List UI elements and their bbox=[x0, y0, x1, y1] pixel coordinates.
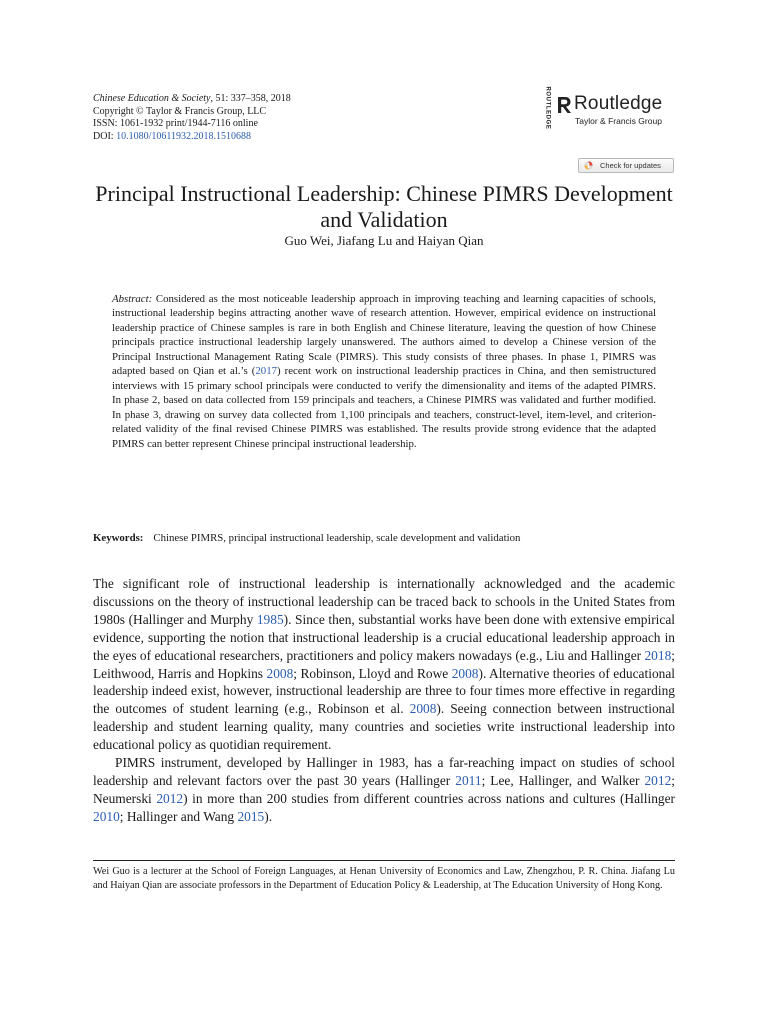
journal-meta bbox=[93, 93, 513, 143]
keywords bbox=[93, 531, 675, 545]
body-paragraph: The significant role of instructional leadership is internationally acknowledged and the academic discussions on the theory of instructional leadership can be traced back to schools in the United States from 1980s (Hallinger and Murphy 1985). Since then, substantial works have been done with extensive empirical evidence, supporting the notion that instructional leadership is a crucial educational leadership approach in the eyes of educational researchers, practitioners and policy makers nowadays (e.g., Liu and Hallinger 2018; Leithwood, Harris and Hopkins 2008; Robinson, Lloyd and Rowe 2008). Alternative theories of educational leadership indeed exist, however, instructional leadership are three to four times more effective in regarding the outcomes of student learning (e.g., Robinson et al. 2008). Seeing connection between instructional leadership and student learning quality, many countries and societies write instructional leadership into educational policy as quotidian requirement. bbox=[93, 576, 675, 753]
abstract bbox=[112, 292, 656, 451]
abstract-label: Abstract: bbox=[112, 293, 153, 305]
article-authors: Guo Wei, Jiafang Lu and Haiyan Qian bbox=[284, 233, 484, 248]
check-for-updates-label: Check for updates bbox=[600, 161, 661, 170]
journal-volume: , 51: 337–358, 2018 bbox=[210, 93, 291, 104]
citation-link[interactable]: 2018 bbox=[644, 647, 672, 663]
citation-link[interactable]: 2011 bbox=[455, 772, 482, 788]
publisher-name: Routledge bbox=[574, 93, 663, 114]
journal-citation bbox=[93, 93, 513, 106]
copyright-line: Copyright © Taylor & Francis Group, LLC bbox=[93, 105, 267, 117]
keywords-text: Chinese PIMRS, principal instructional leadership, scale development and validation bbox=[153, 532, 521, 544]
citation-link[interactable]: 1985 bbox=[256, 611, 284, 627]
article-body bbox=[93, 575, 675, 826]
issn-line: ISSN: 1061-1932 print/1944-7116 online bbox=[93, 118, 258, 130]
check-for-updates-button[interactable] bbox=[578, 158, 674, 173]
routledge-r-icon bbox=[556, 96, 572, 114]
author-footnote: Wei Guo is a lecturer at the School of Foreign Languages, at Henan University of Economics and Law, Zhengzhou, P. R. China. Jiafang Lu and Haiyan Qian are associate professors in the Department of Education Policy & Leadership, at The Education University of Hong Kong. bbox=[93, 866, 675, 891]
publisher-logo bbox=[538, 86, 688, 130]
abstract-text-2: ) recent work on instructional leadership practices in China, and then semistructured interviews with 15 primary school principals were conducted to verify the dimensionality and items of the adapted PIMRS. In phase 2, based on data collected from 159 principals and teachers, a Chinese PIMRS was validated and further modified. In phase 3, drawing on survey data collected from 1,100 principals and teachers, construct-level, item-level, and criterion-related validity of the final revised Chinese PIMRS was established. The results provide strong evidence that the adapted PIMRS can better represent Chinese principal instructional leadership. bbox=[112, 365, 656, 450]
citation-link[interactable]: 2010 bbox=[93, 808, 120, 824]
publisher-vertical-mark: ROUTLEDGE bbox=[544, 86, 551, 130]
footnote-divider bbox=[93, 860, 675, 861]
abstract-text-1: Considered as the most noticeable leadership approach in improving teaching and learning capacities of schools, instructional leadership begins attracting another wave of research attention. However, empirical evidence on instructional leadership practice of Chinese samples is rare in both English and Chinese literature, leaving the question of how Chinese principals practice instructional leadership largely unanswered. The authors aimed to develop a Chinese version of the Principal Instructional Management Rating Scale (PIMRS). This study consists of three phases. In phase 1, PIMRS was adapted based on Qian et al.’s ( bbox=[112, 293, 656, 378]
publisher-subtitle: Taylor & Francis Group bbox=[575, 116, 662, 126]
journal-name: Chinese Education & Society bbox=[93, 93, 211, 104]
citation-link[interactable]: 2015 bbox=[237, 808, 265, 824]
body-paragraph: PIMRS instrument, developed by Hallinger in 1983, has a far-reaching impact on studies of school leadership and relevant factors over the past 30 years (Hallinger 2011; Lee, Hallinger, and Walker 2012; Neumerski 2012) in more than 200 studies from different countries across nations and cultures (Hallinger 2010; Hallinger and Wang 2015). bbox=[93, 755, 676, 824]
citation-link[interactable]: 2008 bbox=[409, 701, 437, 717]
crossmark-icon bbox=[584, 161, 593, 170]
citation-link[interactable]: 2012 bbox=[156, 790, 184, 806]
citation-link[interactable]: 2012 bbox=[644, 772, 672, 788]
doi-line bbox=[93, 131, 513, 144]
article-title: Principal Instructional Leadership: Chinese PIMRS Development and Validation bbox=[95, 181, 673, 232]
citation-link[interactable]: 2008 bbox=[266, 665, 294, 681]
doi-link[interactable]: 10.1080/10611932.2018.1510688 bbox=[116, 130, 251, 142]
citation-link[interactable]: 2008 bbox=[451, 665, 479, 681]
doi-label: DOI: bbox=[93, 130, 117, 142]
citation-link[interactable]: 2017 bbox=[255, 365, 277, 378]
keywords-label: Keywords: bbox=[93, 532, 144, 544]
